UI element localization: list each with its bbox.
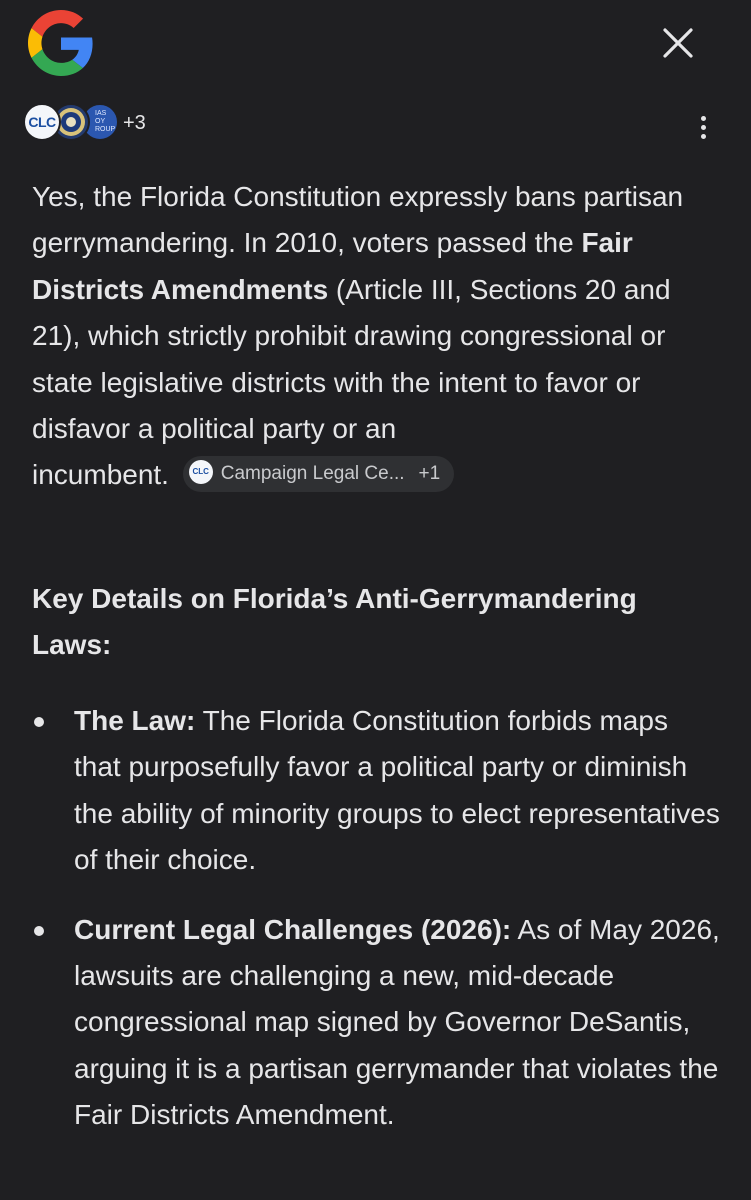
list-item-text: The Florida Constitution forbids maps that purposefully favor a political party or diminish the ability of minority groups to elect representatives of their choice. [74, 705, 720, 876]
close-button[interactable] [655, 20, 701, 66]
top-bar [0, 0, 751, 90]
clc-logo-icon [23, 103, 61, 141]
answer-text-3: incumbent. [32, 459, 169, 491]
list-item [32, 907, 722, 1139]
list-item-text: As of May 2026, lawsuits are challenging a new, mid-decade congressional map signed by Governor DeSantis, arguing it is a partisan gerrymander that violates the Fair Districts Amendment. [74, 913, 720, 1131]
answer-paragraph [32, 174, 722, 499]
more-options-button[interactable] [690, 108, 716, 148]
answer-bold-term: Fair Districts Amendments [32, 227, 633, 305]
citation-label: Campaign Legal Ce... [220, 463, 405, 485]
list-item-title: The Law: [74, 705, 196, 736]
citation-count: +1 [418, 463, 441, 485]
list-item [32, 698, 722, 884]
group-logo-text: IAS OY ROUP [95, 110, 116, 133]
bullet-icon [34, 926, 44, 936]
google-g-logo-icon [28, 10, 94, 76]
clc-logo-text: CLC [28, 114, 56, 130]
answer-text-1: Yes, the Florida Constitution expressly bans partisan gerrymandering. In 2010, voters passed the [32, 181, 684, 259]
details-list [32, 698, 722, 1139]
close-icon [665, 30, 691, 56]
list-item-title: Current Legal Challenges (2026): [74, 913, 512, 945]
clc-citation-icon: CLC [189, 460, 213, 484]
answer-text-2: (Article III, Sections 20 and 21), which strictly prohibit drawing congressional or state legislative districts with the intent to favor or disfavor a political party or an [32, 273, 671, 445]
citation-chip[interactable] [183, 456, 454, 492]
source-count: +3 [123, 112, 146, 134]
bullet-icon [34, 717, 44, 727]
section-heading: Key Details on Florida’s Anti-Gerrymandering Laws: [32, 583, 637, 660]
source-icons-group[interactable] [23, 103, 183, 143]
